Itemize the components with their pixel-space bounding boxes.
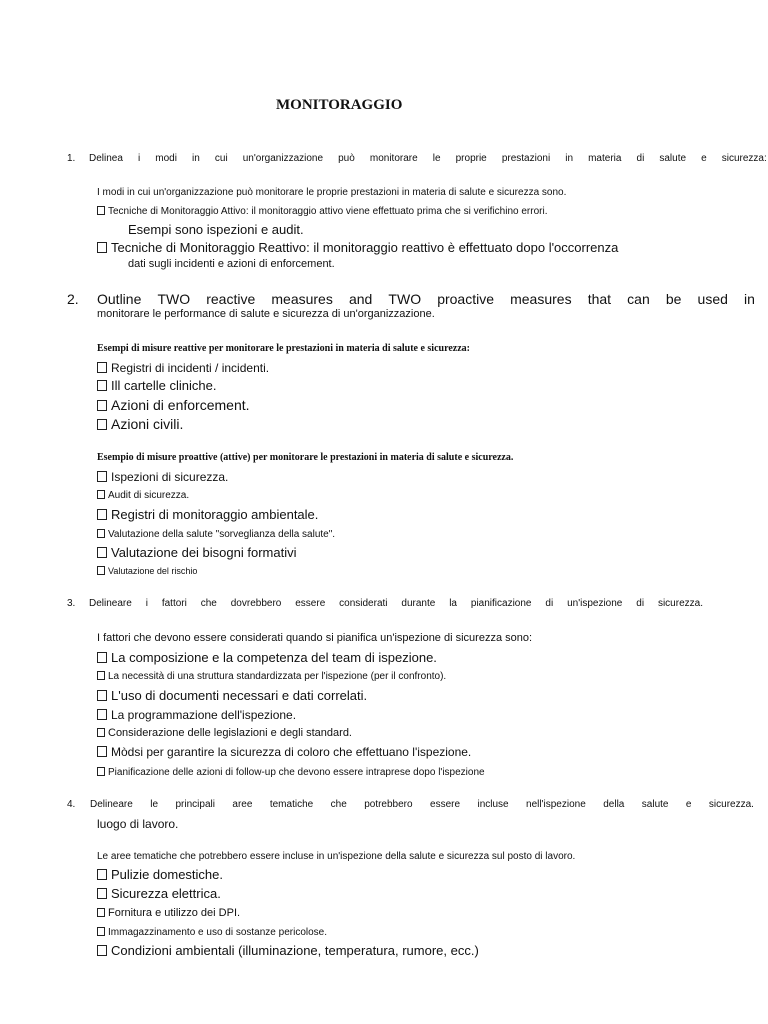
heading-word: i bbox=[145, 598, 148, 609]
heading-word: sicurezza: bbox=[721, 153, 767, 164]
checkbox-icon bbox=[97, 566, 105, 575]
proactive-item bbox=[97, 566, 197, 576]
heading-word: in bbox=[565, 153, 574, 164]
question-2-number: 2. bbox=[67, 291, 79, 307]
checkbox-icon bbox=[97, 746, 107, 757]
proactive-item bbox=[97, 490, 189, 501]
reactive-item-text: Ill cartelle cliniche. bbox=[111, 378, 217, 393]
checkbox-icon bbox=[97, 767, 105, 776]
heading-word: Delinea bbox=[89, 153, 123, 164]
q4-item-text: Fornitura e utilizzo dei DPI. bbox=[108, 907, 241, 919]
q3-item-text: Pianificazione delle azioni di follow-up che devono essere intraprese dopo l'ispezione bbox=[108, 767, 485, 778]
question-1-text bbox=[89, 153, 767, 164]
q4-intro: Le aree tematiche che potrebbero essere incluse in un'ispezione della salute e sicurezza sul posto di lavoro. bbox=[97, 851, 576, 862]
heading-word: le bbox=[150, 799, 159, 810]
q4-item-text: Pulizie domestiche. bbox=[111, 867, 223, 882]
q3-item bbox=[97, 767, 485, 778]
checkbox-icon bbox=[97, 419, 107, 430]
heading-word: potrebbero bbox=[364, 799, 413, 810]
q3-intro: I fattori che devono essere considerati quando si pianifica un'ispezione di sicurezza sono: bbox=[97, 632, 533, 644]
heading-word: incluse bbox=[477, 799, 509, 810]
checkbox-icon bbox=[97, 671, 105, 680]
heading-word: sicurezza. bbox=[657, 598, 703, 609]
reactive-item bbox=[97, 378, 217, 393]
heading-word: le bbox=[432, 153, 441, 164]
q1-bullet-reactive-cont: dati sugli incidenti e azioni di enforcement. bbox=[128, 258, 335, 270]
heading-word: and bbox=[348, 291, 373, 307]
heading-word: Delineare bbox=[90, 799, 133, 810]
checkbox-icon bbox=[97, 509, 107, 520]
heading-word: materia bbox=[588, 153, 622, 164]
heading-word: measures bbox=[271, 291, 333, 307]
proactive-item bbox=[97, 529, 335, 540]
heading-word: be bbox=[665, 291, 682, 307]
question-3-number: 3. bbox=[67, 598, 76, 609]
heading-word: in bbox=[192, 153, 200, 164]
q3-item-text: La programmazione dell'ispezione. bbox=[111, 708, 297, 722]
proactive-item-text: Valutazione del rischio bbox=[108, 566, 198, 576]
reactive-item-text: Registri di incidenti / incidenti. bbox=[111, 361, 270, 375]
q1-bullet-active-cont: Esempi sono ispezioni e audit. bbox=[128, 222, 304, 237]
heading-word: modi bbox=[155, 153, 177, 164]
heading-word: proactive bbox=[437, 291, 494, 307]
heading-word: durante bbox=[401, 598, 436, 609]
q3-item bbox=[97, 688, 367, 703]
q3-item-text: La necessità di una struttura standardizzata per l'ispezione (per il confronto). bbox=[108, 671, 447, 682]
proactive-heading: Esempio di misure proattive (attive) per monitorare le prestazioni in materia di salute e sicurezza. bbox=[97, 452, 514, 463]
proactive-item bbox=[97, 470, 228, 484]
question-4-text bbox=[90, 799, 754, 810]
heading-word: può bbox=[338, 153, 355, 164]
heading-word: che bbox=[330, 799, 347, 810]
heading-word: principali bbox=[175, 799, 215, 810]
heading-word: di bbox=[636, 153, 645, 164]
q4-item bbox=[97, 943, 479, 958]
heading-word: essere bbox=[430, 799, 461, 810]
q1-bullet-active-text: Tecniche di Monitoraggio Attivo: il monitoraggio attivo viene effettuato prima che si verifichino errori. bbox=[108, 206, 548, 217]
checkbox-icon bbox=[97, 206, 105, 215]
proactive-item-text: Registri di monitoraggio ambientale. bbox=[111, 507, 319, 522]
heading-word: e bbox=[685, 799, 692, 810]
heading-word: TWO bbox=[388, 291, 422, 307]
checkbox-icon bbox=[97, 927, 105, 936]
heading-word: dovrebbero bbox=[230, 598, 282, 609]
heading-word: della bbox=[603, 799, 625, 810]
q4-item bbox=[97, 907, 240, 919]
checkbox-icon bbox=[97, 529, 105, 538]
heading-word: tematiche bbox=[269, 799, 314, 810]
q3-item-text: La composizione e la competenza del team di ispezione. bbox=[111, 650, 437, 665]
heading-word: nell'ispezione bbox=[526, 799, 586, 810]
heading-word: considerati bbox=[339, 598, 388, 609]
heading-word: Delineare bbox=[89, 598, 132, 609]
heading-word: aree bbox=[232, 799, 253, 810]
question-1-number: 1. bbox=[67, 153, 76, 164]
checkbox-icon bbox=[97, 652, 107, 663]
q4-item-text: Condizioni ambientali (illuminazione, temperatura, rumore, ecc.) bbox=[111, 943, 479, 958]
proactive-item-text: Valutazione della salute "sorveglianza della salute". bbox=[108, 529, 336, 540]
q3-item-text: L'uso di documenti necessari e dati correlati. bbox=[111, 688, 368, 703]
q4-item-text: Immagazzinamento e uso di sostanze pericolose. bbox=[108, 927, 328, 938]
checkbox-icon bbox=[97, 380, 107, 391]
q3-item bbox=[97, 727, 352, 739]
q3-item-text: Considerazione delle legislazioni e degli standard. bbox=[108, 727, 352, 739]
reactive-heading: Esempi di misure reattive per monitorare le prestazioni in materia di salute e sicurezza: bbox=[97, 343, 470, 354]
heading-word: un'organizzazione bbox=[242, 153, 324, 164]
heading-word: e bbox=[701, 153, 707, 164]
proactive-item bbox=[97, 507, 318, 522]
heading-word: sicurezza. bbox=[708, 799, 754, 810]
heading-word: in bbox=[744, 291, 755, 307]
heading-word: pianificazione bbox=[470, 598, 532, 609]
heading-word: fattori bbox=[161, 598, 187, 609]
question-4-line2: luogo di lavoro. bbox=[97, 817, 179, 831]
heading-word: essere bbox=[295, 598, 326, 609]
proactive-item bbox=[97, 545, 296, 560]
reactive-item-text: Azioni di enforcement. bbox=[111, 397, 250, 413]
checkbox-icon bbox=[97, 400, 107, 411]
checkbox-icon bbox=[97, 547, 107, 558]
heading-word: proprie bbox=[455, 153, 487, 164]
heading-word: la bbox=[449, 598, 457, 609]
checkbox-icon bbox=[97, 728, 105, 737]
heading-word: TWO bbox=[157, 291, 191, 307]
question-4-number: 4. bbox=[67, 799, 76, 810]
heading-word: salute bbox=[641, 799, 669, 810]
question-3-text bbox=[89, 598, 703, 609]
heading-word: un'ispezione bbox=[567, 598, 623, 609]
q3-item bbox=[97, 650, 437, 665]
heading-word: reactive bbox=[206, 291, 256, 307]
checkbox-icon bbox=[97, 242, 107, 253]
checkbox-icon bbox=[97, 471, 107, 482]
heading-word: measures bbox=[510, 291, 572, 307]
q1-intro: I modi in cui un'organizzazione può monitorare le proprie prestazioni in materia di salute e sicurezza sono. bbox=[97, 187, 567, 198]
q4-item bbox=[97, 886, 221, 901]
heading-word: i bbox=[137, 153, 141, 164]
page-title: MONITORAGGIO bbox=[276, 97, 403, 113]
heading-word: prestazioni bbox=[501, 153, 551, 164]
proactive-item-text: Audit di sicurezza. bbox=[108, 490, 190, 501]
heading-word: can bbox=[627, 291, 650, 307]
heading-word: di bbox=[636, 598, 645, 609]
question-2-text bbox=[97, 291, 755, 307]
checkbox-icon bbox=[97, 888, 107, 899]
heading-word: monitorare bbox=[369, 153, 418, 164]
checkbox-icon bbox=[97, 490, 105, 499]
q3-item-text: Mòdsi per garantire la sicurezza di coloro che effettuano l'ispezione. bbox=[111, 745, 472, 759]
heading-word: that bbox=[587, 291, 612, 307]
q4-item bbox=[97, 927, 327, 938]
q3-item bbox=[97, 671, 446, 682]
q1-bullet-active bbox=[97, 206, 547, 217]
heading-word: Outline bbox=[97, 291, 142, 307]
q1-bullet-reactive-text: Tecniche di Monitoraggio Reattivo: il monitoraggio reattivo è effettuato dopo l'occorrenza bbox=[111, 240, 619, 255]
reactive-item bbox=[97, 397, 250, 413]
q3-item bbox=[97, 745, 471, 759]
heading-word: di bbox=[545, 598, 554, 609]
q3-item bbox=[97, 708, 296, 722]
heading-word: che bbox=[200, 598, 217, 609]
checkbox-icon bbox=[97, 709, 107, 720]
checkbox-icon bbox=[97, 945, 107, 956]
reactive-item bbox=[97, 361, 269, 375]
heading-word: salute bbox=[659, 153, 687, 164]
question-2-line2: monitorare le performance di salute e sicurezza di un'organizzazione. bbox=[97, 308, 435, 320]
heading-word: used bbox=[697, 291, 728, 307]
checkbox-icon bbox=[97, 908, 105, 917]
reactive-item bbox=[97, 416, 183, 432]
proactive-item-text: Ispezioni di sicurezza. bbox=[111, 470, 229, 484]
checkbox-icon bbox=[97, 869, 107, 880]
q4-item bbox=[97, 867, 223, 882]
checkbox-icon bbox=[97, 690, 107, 701]
q4-item-text: Sicurezza elettrica. bbox=[111, 886, 221, 901]
checkbox-icon bbox=[97, 362, 107, 373]
heading-word: cui bbox=[214, 153, 228, 164]
q1-bullet-reactive bbox=[97, 240, 618, 255]
proactive-item-text: Valutazione dei bisogni formativi bbox=[111, 545, 297, 560]
reactive-item-text: Azioni civili. bbox=[111, 416, 184, 432]
